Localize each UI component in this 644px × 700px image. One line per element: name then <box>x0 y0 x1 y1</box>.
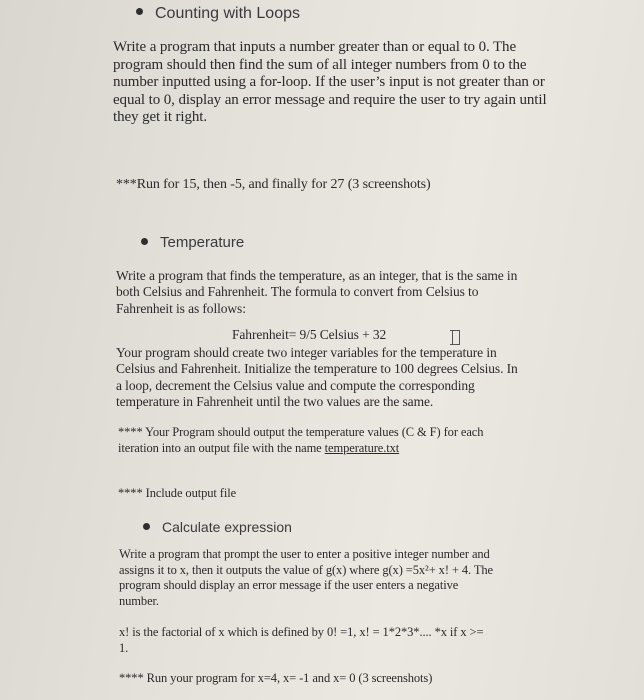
paragraph-expression-instructions: Write a program that prompt the user to enter a positive integer number and assigns it to x, then it outputs the value of g(x) where g(x) =5x²+ x! + 4. The program should display an error message if the user enters a negative number. <box>119 547 493 608</box>
heading-temperature <box>141 234 244 251</box>
text-cursor-icon <box>452 330 460 345</box>
note-output-file <box>118 425 588 456</box>
heading-calculate-expression <box>143 519 292 535</box>
note-run-counting: ***Run for 15, then -5, and finally for 27 (3 screenshots) <box>116 177 431 192</box>
paragraph-temperature-task: Your program should create two integer variables for the temperature in Celsius and Fahrenheit. Initialize the temperature to 100 degrees Celsius. In a loop, decrement the Celsius value and compute the corresponding temperature in Fahrenheit until the two values are the same. <box>116 345 518 410</box>
heading-text: Counting with Loops <box>155 5 300 22</box>
bullet-icon <box>143 523 150 530</box>
bullet-icon <box>141 238 148 245</box>
heading-text: Temperature <box>160 234 245 251</box>
note-output-text: **** Your Program should output the temperature values (C & F) for each iteration into an output file with the name <box>118 425 484 455</box>
heading-text: Calculate expression <box>162 519 292 535</box>
paragraph-temperature-intro: Write a program that finds the temperature, as an integer, that is the same in both Celsius and Fahrenheit. The formula to convert from Celsius to Fahrenheit is as follows: <box>116 268 518 316</box>
paragraph-counting-instructions: Write a program that inputs a number greater than or equal to 0. The program should then find the sum of all integer numbers from 0 to the number inputted using a for-loop. If the user’s input is not greater than or equal to 0, display an error message and require the user to try again until they get it right. <box>113 39 547 125</box>
note-include-output: **** Include output file <box>118 486 237 500</box>
output-filename: temperature.txt <box>324 440 400 455</box>
heading-counting-with-loops <box>136 5 300 23</box>
formula-fahrenheit: Fahrenheit= 9/5 Celsius + 32 <box>232 327 387 342</box>
bullet-icon <box>136 8 143 15</box>
paragraph-factorial-definition: x! is the factorial of x which is defined by 0! =1, x! = 1*2*3*.... *x if x >= 1. <box>119 625 484 655</box>
note-run-expression: **** Run your program for x=4, x= -1 and x= 0 (3 screenshots) <box>119 671 433 685</box>
